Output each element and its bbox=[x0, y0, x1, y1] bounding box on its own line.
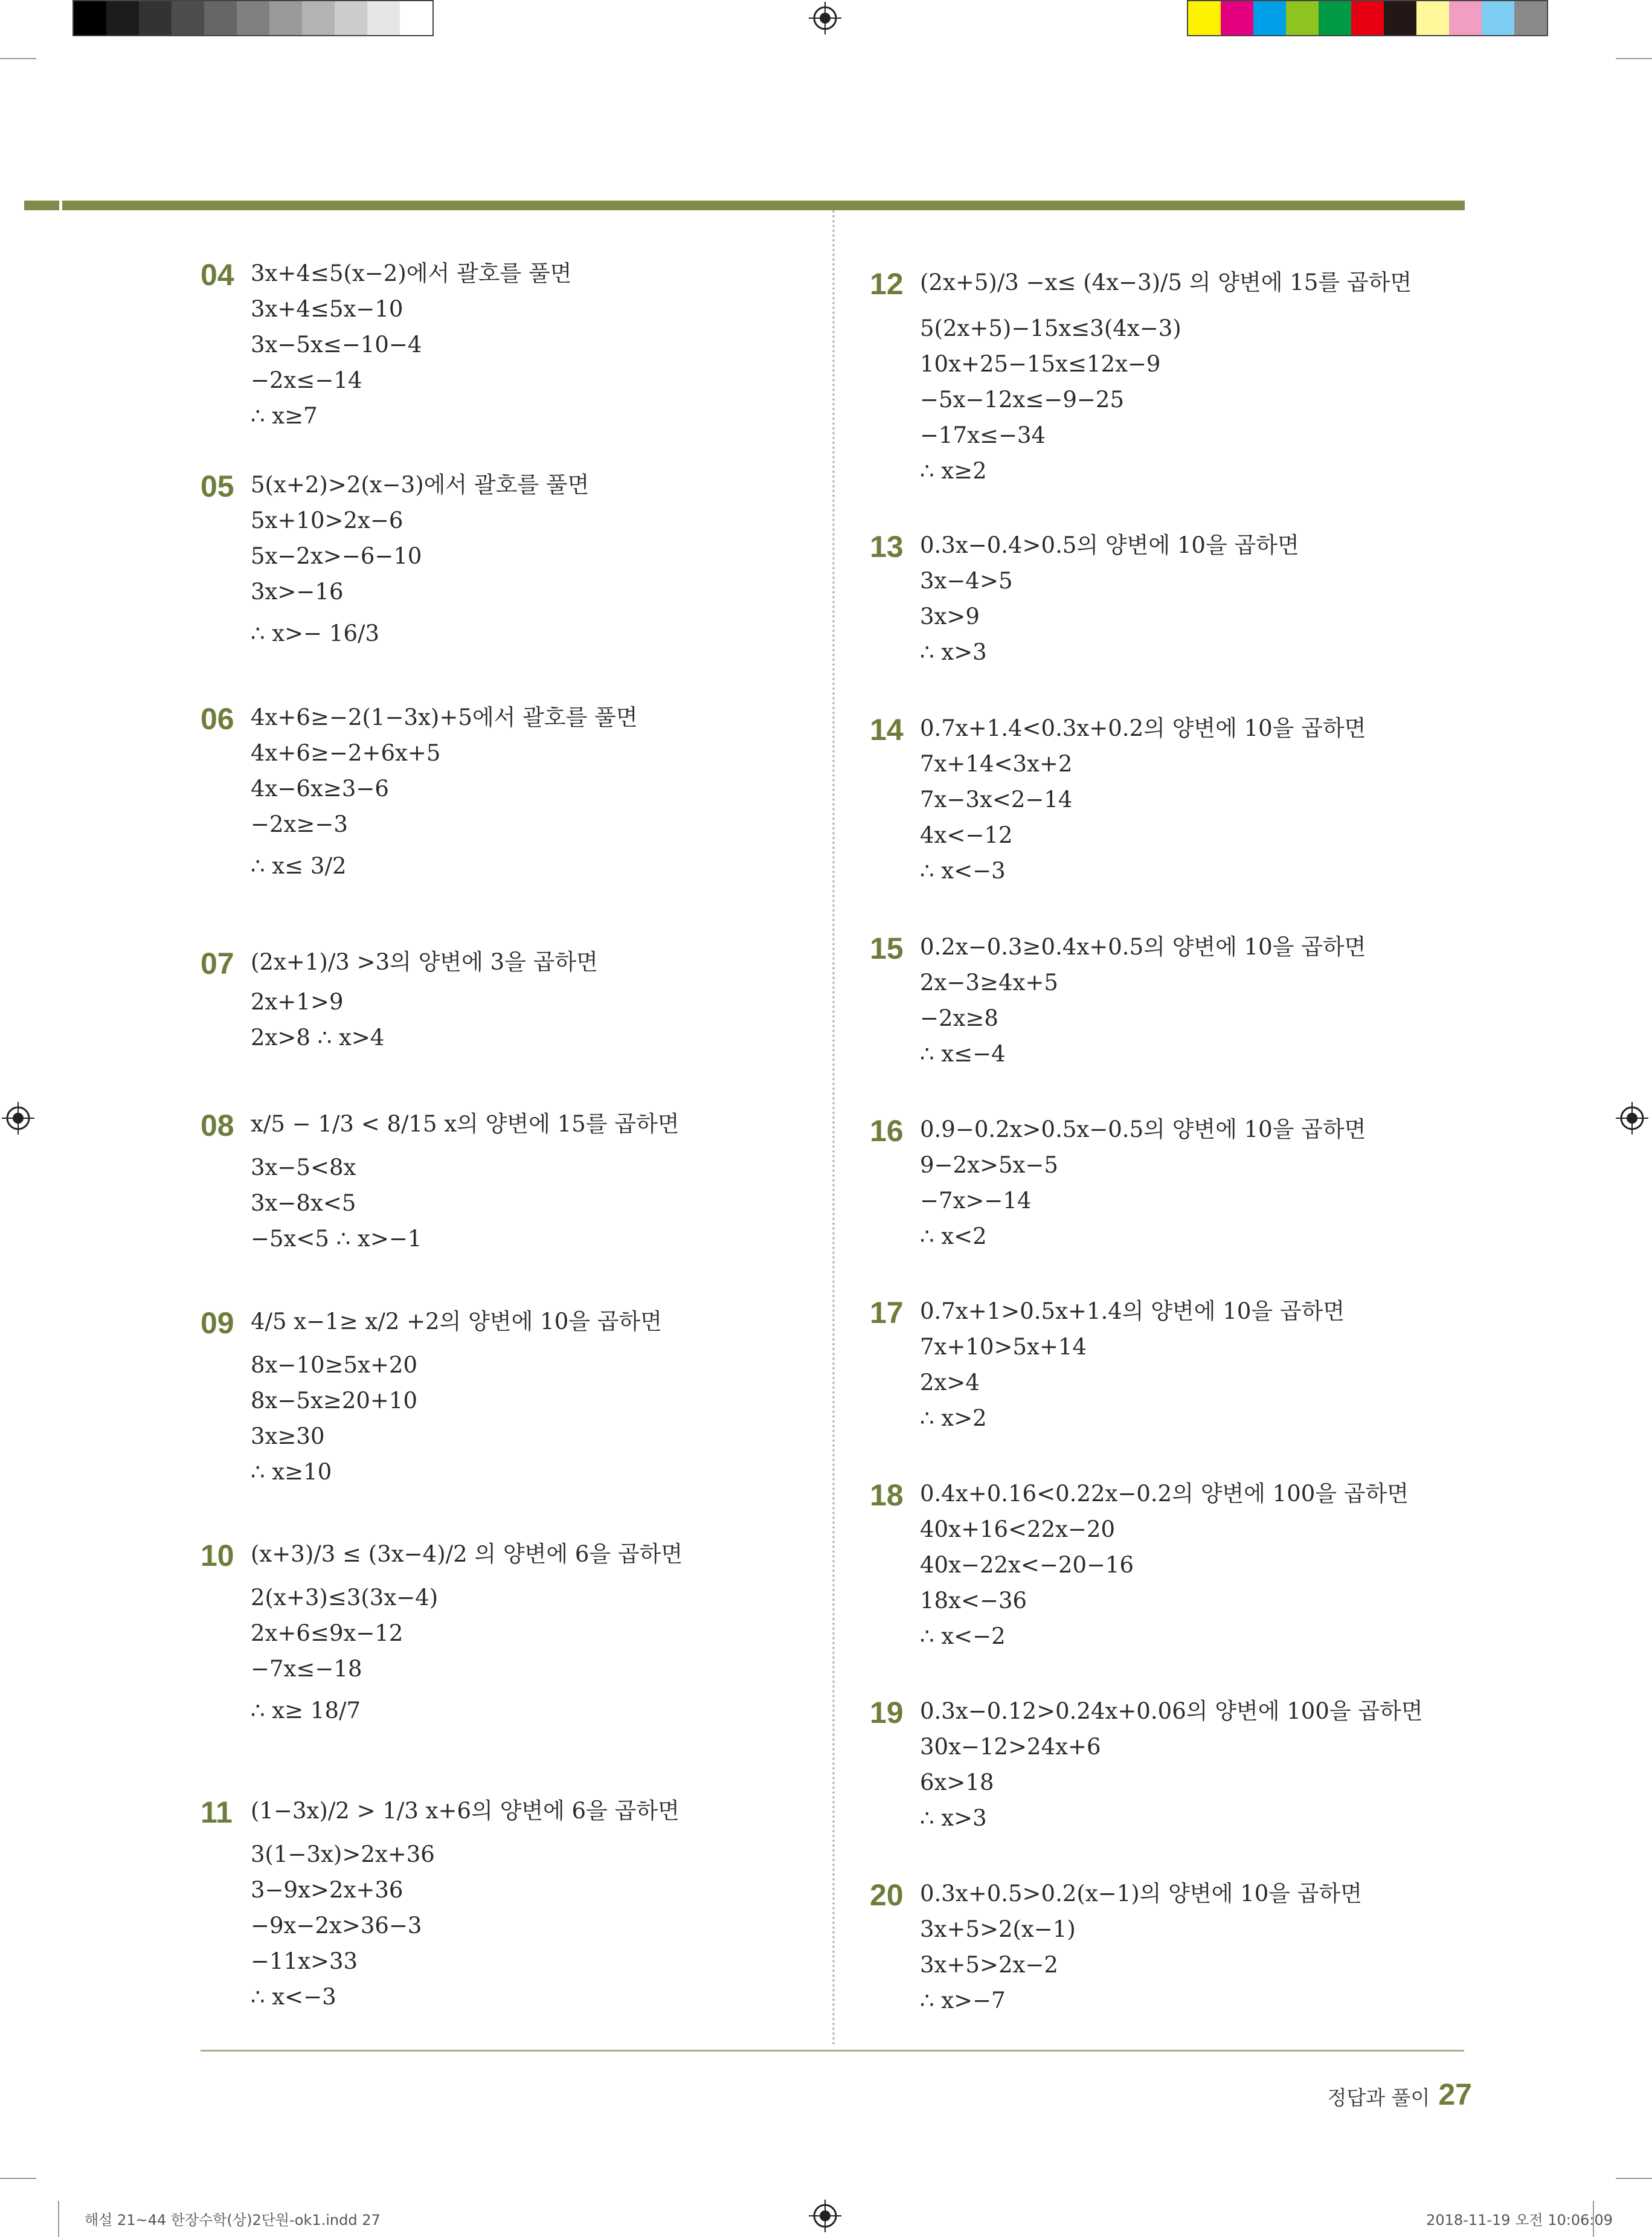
solution-line: (1−3x)/2 > 1/3 x+6의 양변에 6을 곱하면 bbox=[251, 1798, 680, 1824]
solution-line: 3x−5<8x bbox=[251, 1154, 356, 1180]
crop-mark bbox=[1616, 58, 1652, 59]
solution-line: x/5 − 1/3 < 8/15 x의 양변에 15를 곱하면 bbox=[251, 1111, 680, 1137]
solution-line: 3x≥30 bbox=[251, 1423, 325, 1449]
problem-number: 13 bbox=[870, 530, 904, 564]
solution-line: 4x−6x≥3−6 bbox=[251, 776, 389, 802]
solution-line: −2x≥8 bbox=[920, 1005, 998, 1031]
solution-line: ∴ x>2 bbox=[920, 1405, 987, 1431]
registration-mark-icon bbox=[1616, 1102, 1648, 1135]
problem-number: 09 bbox=[201, 1306, 234, 1340]
solution-line: −5x−12x≤−9−25 bbox=[920, 387, 1124, 413]
solution-line: ∴ x≤ 3/2 bbox=[251, 853, 347, 879]
solution-line: −2x≥−3 bbox=[251, 811, 348, 837]
solution-line: 3x−5x≤−10−4 bbox=[251, 332, 422, 358]
solution-line: 5(2x+5)−15x≤3(4x−3) bbox=[920, 315, 1181, 341]
solution-line: ∴ x>3 bbox=[920, 1805, 987, 1831]
problem-number: 18 bbox=[870, 1478, 904, 1512]
calibration-swatch bbox=[1351, 1, 1384, 35]
solution-line: 5x−2x>−6−10 bbox=[251, 543, 422, 569]
solution-line: 40x−22x<−20−16 bbox=[920, 1552, 1134, 1578]
solution-line: 3(1−3x)>2x+36 bbox=[251, 1841, 435, 1867]
crop-mark bbox=[58, 2201, 59, 2237]
calibration-swatch bbox=[1416, 1, 1449, 35]
header-rule bbox=[24, 201, 1465, 210]
registration-mark-icon bbox=[2, 1102, 34, 1135]
solution-line: ∴ x>− 16/3 bbox=[251, 620, 380, 646]
calibration-swatch bbox=[1482, 1, 1514, 35]
calibration-swatch bbox=[139, 1, 172, 35]
solution-line: 3x−4>5 bbox=[920, 568, 1013, 594]
solution-line: 10x+25−15x≤12x−9 bbox=[920, 351, 1161, 377]
solution-line: −2x≤−14 bbox=[251, 367, 362, 393]
calibration-swatch bbox=[1319, 1, 1351, 35]
solution-line: (2x+5)/3 −x≤ (4x−3)/5 의 양변에 15를 곱하면 bbox=[920, 269, 1412, 295]
solution-line: 3x−8x<5 bbox=[251, 1190, 356, 1216]
page-number: 27 bbox=[1438, 2078, 1472, 2111]
grayscale-calibration-bar bbox=[72, 0, 434, 36]
problem-number: 04 bbox=[201, 258, 234, 292]
solution-line: ∴ x<2 bbox=[920, 1223, 987, 1249]
column-divider bbox=[832, 210, 835, 2047]
problem-number: 20 bbox=[870, 1878, 904, 1912]
problem-number: 17 bbox=[870, 1296, 904, 1330]
problem-number: 11 bbox=[201, 1795, 233, 1829]
crop-mark bbox=[0, 58, 36, 59]
solution-line: 2(x+3)≤3(3x−4) bbox=[251, 1585, 439, 1611]
calibration-swatch bbox=[400, 1, 432, 35]
solution-line: 4x<−12 bbox=[920, 822, 1013, 848]
solution-line: ∴ x≥2 bbox=[920, 458, 987, 484]
solution-line: 4x+6≥−2+6x+5 bbox=[251, 740, 441, 766]
calibration-swatch bbox=[172, 1, 204, 35]
problem-number: 14 bbox=[870, 713, 904, 747]
solution-line: ∴ x≤−4 bbox=[920, 1041, 1006, 1067]
solution-line: 3x+5>2(x−1) bbox=[920, 1916, 1076, 1942]
print-slug-filename: 해설 21~44 한장수학(상)2단원-ok1.indd 27 bbox=[85, 2212, 381, 2229]
solution-line: 8x−5x≥20+10 bbox=[251, 1388, 417, 1414]
solution-line: −11x>33 bbox=[251, 1948, 358, 1974]
solution-line: 0.7x+1.4<0.3x+0.2의 양변에 10을 곱하면 bbox=[920, 715, 1366, 741]
solution-line: 8x−10≥5x+20 bbox=[251, 1352, 417, 1378]
solution-line: 5(x+2)>2(x−3)에서 괄호를 풀면 bbox=[251, 472, 590, 498]
page-footer bbox=[1327, 2077, 1472, 2112]
print-slug-timestamp: 2018-11-19 오전 10:06:09 bbox=[1426, 2212, 1613, 2229]
crop-mark bbox=[0, 2178, 36, 2179]
color-calibration-bar bbox=[1187, 0, 1548, 36]
problem-number: 07 bbox=[201, 947, 234, 980]
solution-line: ∴ x<−2 bbox=[920, 1623, 1006, 1649]
problem-number: 08 bbox=[201, 1109, 234, 1142]
calibration-swatch bbox=[367, 1, 400, 35]
solution-line: 6x>18 bbox=[920, 1769, 994, 1795]
problem-number: 12 bbox=[870, 267, 904, 301]
solution-line: 0.3x−0.12>0.24x+0.06의 양변에 100을 곱하면 bbox=[920, 1698, 1423, 1724]
solution-line: 0.7x+1>0.5x+1.4의 양변에 10을 곱하면 bbox=[920, 1298, 1345, 1324]
solution-line: 0.3x−0.4>0.5의 양변에 10을 곱하면 bbox=[920, 532, 1299, 558]
solution-line: 7x−3x<2−14 bbox=[920, 787, 1073, 813]
calibration-swatch bbox=[237, 1, 269, 35]
solution-line: ∴ x<−3 bbox=[251, 1984, 336, 2010]
calibration-swatch bbox=[106, 1, 139, 35]
solution-line: 4/5 x−1≥ x/2 +2의 양변에 10을 곱하면 bbox=[251, 1308, 662, 1334]
solution-line: (2x+1)/3 >3의 양변에 3을 곱하면 bbox=[251, 949, 598, 975]
solution-line: ∴ x>−7 bbox=[920, 1988, 1006, 2013]
solution-line: 9−2x>5x−5 bbox=[920, 1152, 1058, 1178]
calibration-swatch bbox=[1253, 1, 1286, 35]
solution-line: 18x<−36 bbox=[920, 1588, 1027, 1614]
calibration-swatch bbox=[269, 1, 302, 35]
footer-rule bbox=[201, 2050, 1464, 2052]
calibration-swatch bbox=[302, 1, 335, 35]
solution-line: 30x−12>24x+6 bbox=[920, 1734, 1101, 1760]
solution-line: 2x−3≥4x+5 bbox=[920, 970, 1058, 996]
solution-line: 4x+6≥−2(1−3x)+5에서 괄호를 풀면 bbox=[251, 704, 638, 730]
problem-number: 16 bbox=[870, 1114, 904, 1148]
calibration-swatch bbox=[1221, 1, 1253, 35]
registration-mark-icon bbox=[809, 2200, 841, 2232]
solution-line: 3x>−16 bbox=[251, 579, 344, 605]
problem-number: 05 bbox=[201, 469, 234, 503]
registration-mark-icon bbox=[809, 2, 841, 34]
calibration-swatch bbox=[74, 1, 106, 35]
solution-line: ∴ x>3 bbox=[920, 639, 987, 665]
problem-number: 06 bbox=[201, 702, 234, 736]
solution-line: 5x+10>2x−6 bbox=[251, 507, 403, 533]
solution-line: ∴ x<−3 bbox=[920, 858, 1006, 884]
problem-number: 19 bbox=[870, 1696, 904, 1730]
solution-line: 2x>4 bbox=[920, 1370, 980, 1395]
solution-line: 0.3x+0.5>0.2(x−1)의 양변에 10을 곱하면 bbox=[920, 1881, 1362, 1907]
solution-line: 3x+4≤5(x−2)에서 괄호를 풀면 bbox=[251, 260, 572, 286]
calibration-swatch bbox=[1384, 1, 1416, 35]
solution-line: −17x≤−34 bbox=[920, 422, 1046, 448]
crop-mark bbox=[1616, 2178, 1652, 2179]
calibration-swatch bbox=[1514, 1, 1547, 35]
problem-number: 10 bbox=[201, 1539, 234, 1572]
solution-line: (x+3)/3 ≤ (3x−4)/2 의 양변에 6을 곱하면 bbox=[251, 1541, 683, 1567]
solution-line: 7x+10>5x+14 bbox=[920, 1334, 1087, 1360]
solution-line: ∴ x≥ 18/7 bbox=[251, 1698, 361, 1724]
solution-line: 2x+1>9 bbox=[251, 989, 344, 1015]
solution-line: −5x<5 ∴ x>−1 bbox=[251, 1226, 422, 1252]
solution-line: 3x>9 bbox=[920, 604, 980, 629]
calibration-swatch bbox=[1449, 1, 1482, 35]
solution-line: −7x≤−18 bbox=[251, 1656, 362, 1682]
solution-line: −9x−2x>36−3 bbox=[251, 1913, 422, 1939]
solution-line: 3−9x>2x+36 bbox=[251, 1877, 403, 1903]
solution-line: 40x+16<22x−20 bbox=[920, 1516, 1116, 1542]
solution-line: 3x+5>2x−2 bbox=[920, 1952, 1058, 1978]
calibration-swatch bbox=[1286, 1, 1319, 35]
solution-line: ∴ x≥7 bbox=[251, 403, 318, 429]
solution-line: 7x+14<3x+2 bbox=[920, 751, 1073, 777]
solution-line: 0.9−0.2x>0.5x−0.5의 양변에 10을 곱하면 bbox=[920, 1116, 1366, 1142]
calibration-swatch bbox=[335, 1, 367, 35]
solution-line: 2x>8 ∴ x>4 bbox=[251, 1025, 385, 1051]
solution-line: 0.2x−0.3≥0.4x+0.5의 양변에 10을 곱하면 bbox=[920, 934, 1366, 960]
solution-line: 2x+6≤9x−12 bbox=[251, 1620, 403, 1646]
problem-number: 15 bbox=[870, 932, 904, 965]
calibration-swatch bbox=[204, 1, 237, 35]
calibration-swatch bbox=[1188, 1, 1221, 35]
solution-line: ∴ x≥10 bbox=[251, 1459, 332, 1485]
solution-line: 0.4x+0.16<0.22x−0.2의 양변에 100을 곱하면 bbox=[920, 1481, 1409, 1507]
solution-line: −7x>−14 bbox=[920, 1188, 1032, 1214]
solution-line: 3x+4≤5x−10 bbox=[251, 296, 403, 322]
footer-label: 정답과 풀이 bbox=[1327, 2086, 1430, 2110]
